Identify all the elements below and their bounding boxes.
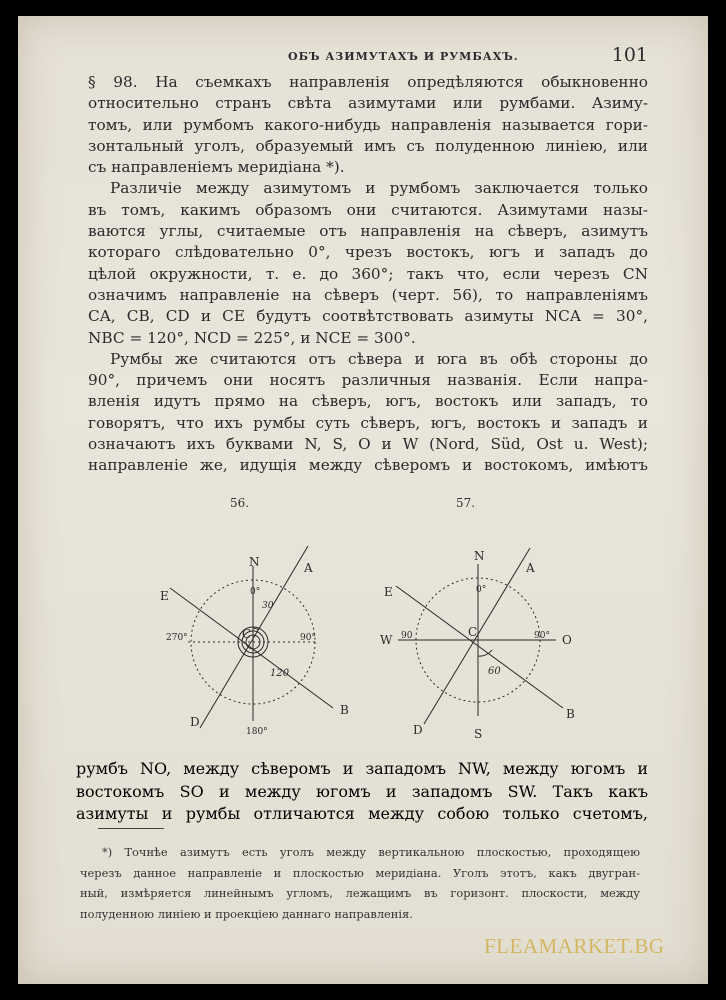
text-line: означимъ направленіе на сѣверъ (черт. 56), то направленіямъ bbox=[88, 285, 648, 304]
footnote-line: полуденною линіею и проекціею даннаго направленія. bbox=[80, 906, 413, 921]
label-deg-180: 180° bbox=[246, 727, 268, 737]
figure-57-number: 57. bbox=[456, 496, 476, 510]
text-line: азимуты и румбы отличаются между собою только счетомъ, bbox=[76, 804, 648, 823]
compass-diagrams bbox=[158, 516, 618, 756]
text-line: съ направленіемъ меридіана *). bbox=[88, 158, 345, 177]
footnote-line: ный, измѣряется линейнымъ угломъ, лежащимъ въ горизонт. плоскости, между bbox=[80, 886, 640, 900]
label-d: D bbox=[190, 715, 200, 729]
label-deg-0: 0° bbox=[476, 585, 487, 595]
label-deg-60: 60 bbox=[488, 666, 501, 677]
label-n: N bbox=[249, 555, 260, 569]
label-deg-90: 90° bbox=[300, 633, 316, 643]
text-line: § 98. На съемкахъ направленія опредѣляются обыкновенно bbox=[88, 73, 648, 91]
text-line: Румбы же считаются отъ сѣвера и юга въ обѣ стороны до bbox=[110, 349, 648, 368]
label-s: S bbox=[474, 727, 483, 741]
text-line: цѣлой окружности, т. е. до 360°; такъ что, если черезъ CN bbox=[88, 264, 648, 283]
text-line: въ томъ, какимъ образомъ они считаются. Азимутами назы- bbox=[88, 200, 648, 219]
text-line: ваются углы, считаемые отъ направленія на сѣверъ, азимутъ bbox=[88, 222, 648, 241]
label-e: E bbox=[384, 585, 393, 599]
text-line: румбъ NO, между сѣверомъ и западомъ NW, между югомъ и bbox=[76, 759, 648, 778]
text-line: томъ, или румбомъ какого-нибудь направленія называется гори- bbox=[88, 115, 648, 134]
label-w: W bbox=[380, 633, 393, 647]
figures-area bbox=[158, 494, 618, 754]
label-deg-120: 120 bbox=[270, 668, 290, 679]
text-line: котораго слѣдовательно 0°, чрезъ востокъ, югъ и западъ до bbox=[88, 243, 648, 262]
watermark: FLEAMARKET.BG bbox=[484, 934, 665, 958]
book-page bbox=[18, 16, 708, 984]
label-deg-90-left: 90 bbox=[401, 631, 413, 641]
text-line: означаютъ ихъ буквами N, S, O и W (Nord, Süd, Ost u. West); bbox=[88, 435, 648, 454]
text-line: Различіе между азимутомъ и румбомъ заключается только bbox=[110, 179, 648, 198]
figure-56-number: 56. bbox=[230, 496, 250, 510]
running-head: ОБЪ АЗИМУТАХЪ И РУМБАХЪ. bbox=[288, 50, 519, 63]
label-c: C bbox=[242, 627, 252, 641]
label-d: D bbox=[413, 723, 423, 737]
text-line: зонтальный уголъ, образуемый имъ съ полуденною линіею, или bbox=[88, 136, 648, 155]
footnote bbox=[80, 842, 640, 924]
label-b: B bbox=[340, 703, 349, 717]
page-header bbox=[18, 44, 708, 68]
line-a-d bbox=[200, 546, 308, 728]
page-number: 101 bbox=[611, 44, 648, 66]
text-line: говорятъ, что ихъ румбы суть сѣверъ, югъ, востокъ и западъ и bbox=[88, 413, 648, 432]
label-b: B bbox=[566, 707, 575, 721]
text-line: NBC = 120°, NCD = 225°, и NCE = 300°. bbox=[88, 328, 416, 347]
label-e: E bbox=[160, 589, 169, 603]
label-deg-0: 0° bbox=[250, 587, 261, 597]
continued-text bbox=[76, 758, 648, 826]
footnote-line: черезъ данное направленіе и плоскостью меридіана. Уголъ этотъ, какъ двугран- bbox=[80, 865, 640, 880]
text-line: CA, CB, CD и CE будутъ соотвѣтствовать азимуты NCA = 30°, bbox=[88, 307, 648, 326]
text-line: 90°, причемъ они носятъ различныя названія. Если напра- bbox=[88, 371, 648, 390]
label-c: C bbox=[468, 625, 478, 639]
text-line: вленія идутъ прямо на сѣверъ, югъ, востокъ или западъ, то bbox=[88, 392, 648, 411]
footnote-divider bbox=[98, 828, 164, 829]
label-deg-30: 30 bbox=[262, 601, 274, 611]
text-line: относительно странъ свѣта азимутами или румбами. Азиму- bbox=[88, 94, 648, 113]
line-e-b bbox=[170, 588, 333, 708]
text-line: направленіе же, идущія между сѣверомъ и востокомъ, имѣютъ bbox=[88, 456, 648, 475]
footnote-line: *) Точнѣе азимутъ есть уголъ между вертикальною плоскостью, проходящею bbox=[102, 845, 640, 859]
label-deg-90-right: 90° bbox=[534, 631, 550, 641]
figure-56-labels bbox=[160, 555, 349, 737]
text-line: востокомъ SO и между югомъ и западомъ SW. Такъ какъ bbox=[76, 781, 648, 801]
line-e-b bbox=[396, 586, 563, 708]
label-a: A bbox=[526, 561, 535, 575]
main-text bbox=[88, 72, 648, 477]
label-o: O bbox=[562, 633, 572, 647]
label-deg-270: 270° bbox=[166, 633, 188, 643]
label-a: A bbox=[304, 561, 313, 575]
label-n: N bbox=[474, 549, 485, 563]
